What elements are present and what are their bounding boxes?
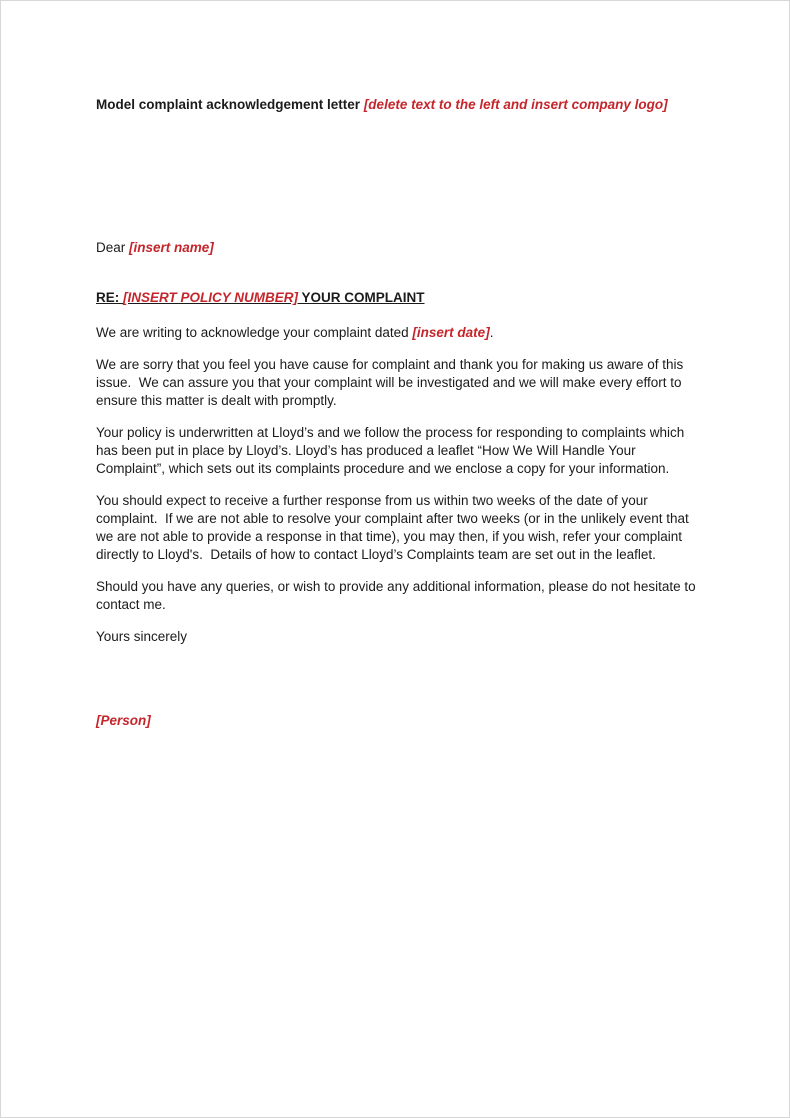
policy-number-placeholder: [INSERT POLICY NUMBER] — [123, 290, 299, 305]
letter-content — [96, 96, 700, 744]
insert-name-placeholder: [insert name] — [129, 240, 214, 255]
subject-line — [96, 289, 696, 307]
ack-prefix: We are writing to acknowledge your complaint dated — [96, 325, 413, 340]
policy-underwritten-paragraph: Your policy is underwritten at Lloyd’s and we follow the process for responding to complaints which has been put in place by Lloyd’s. Lloyd’s has produced a leaflet “How We Will Handle Your Complaint”, which sets out its complaints procedure and we enclose a copy for your information. — [96, 425, 689, 476]
salutation-line — [96, 239, 696, 257]
letter-heading — [96, 96, 696, 114]
queries-paragraph: Should you have any queries, or wish to provide any additional information, please do not hesitate to contact me. — [96, 579, 700, 612]
subject-rest: YOUR COMPLAINT — [298, 290, 425, 305]
sorry-paragraph: We are sorry that you feel you have cause for complaint and thank you for making us aware of this issue. We can assure you that your complaint will be investigated and we will make every effort to ensure this matter is dealt with promptly. — [96, 357, 688, 408]
heading-logo-instruction: [delete text to the left and insert company logo] — [363, 97, 668, 112]
re-label: RE: — [96, 290, 123, 305]
insert-date-placeholder: [insert date] — [412, 325, 490, 340]
response-expectation-paragraph: You should expect to receive a further response from us within two weeks of the date of your complaint. If we are not able to resolve your complaint after two weeks (or in the unlikely event that we are not able to provide a response in that time), you may then, if you wish, refer your complaint directly to Lloyd's. Details of how to contact Lloyd’s Complaints team are set out in the leaflet. — [96, 493, 693, 562]
salutation-prefix: Dear — [96, 240, 130, 255]
closing-line: Yours sincerely — [96, 629, 188, 644]
heading-title: Model complaint acknowledgement letter — [96, 97, 364, 112]
acknowledgement-paragraph — [96, 324, 696, 342]
ack-suffix: . — [489, 325, 494, 340]
person-signature-placeholder: [Person] — [96, 713, 151, 728]
